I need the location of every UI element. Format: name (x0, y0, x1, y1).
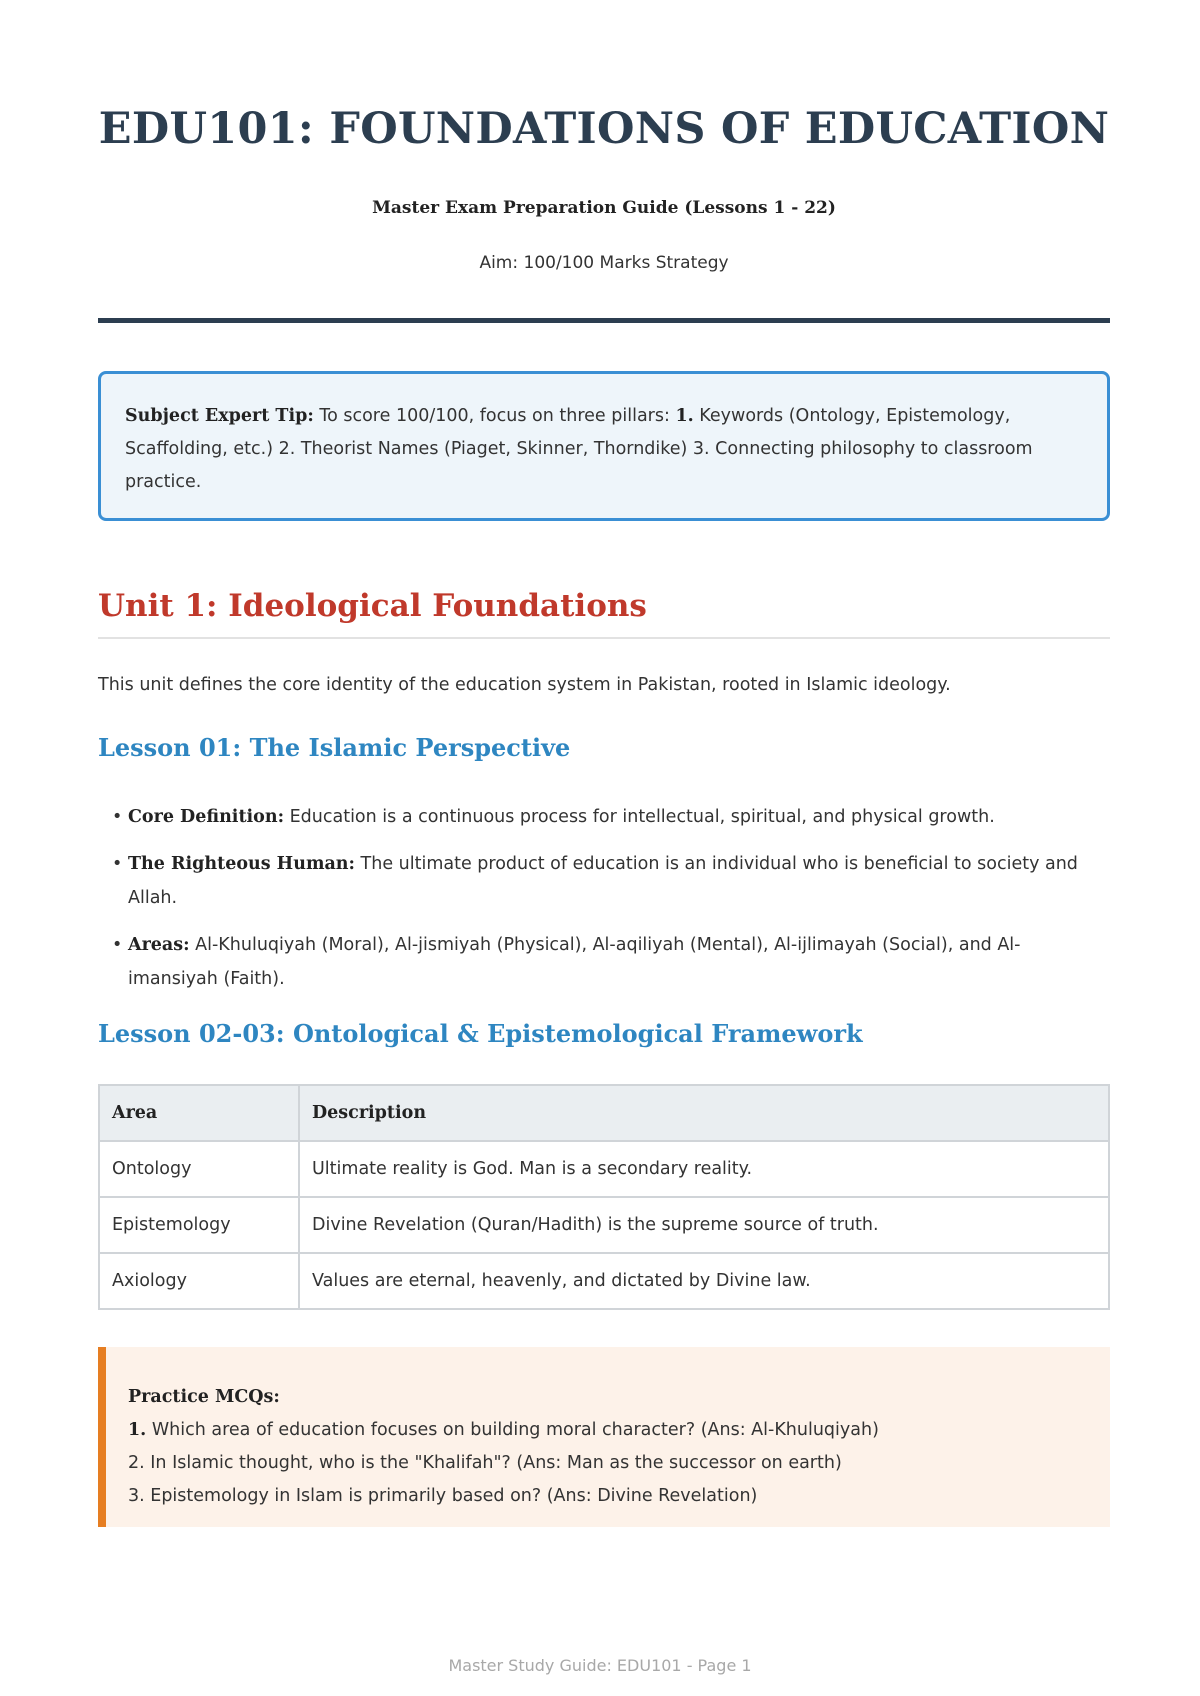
table-cell: Axiology (99, 1253, 299, 1309)
table-row (99, 1141, 1109, 1197)
table-row (99, 1197, 1109, 1253)
framework-table (98, 1084, 1110, 1310)
title-divider (98, 318, 1110, 323)
table-cell: Ultimate reality is God. Man is a secondary reality. (299, 1141, 1109, 1197)
mcq-question (128, 1414, 1088, 1447)
unit-divider (98, 637, 1110, 639)
practice-mcq-box (98, 1347, 1110, 1527)
bullet-text: The ultimate product of education is an individual who is beneficial to society and Allah. (128, 854, 1078, 908)
lesson-heading-01: Lesson 01: The Islamic Perspective (98, 733, 571, 762)
bullet-label: Core Definition: (128, 807, 285, 827)
bullet-item (112, 800, 1102, 834)
table-header-cell: Description (299, 1085, 1109, 1141)
table-row (99, 1253, 1109, 1309)
bullet-dot-icon: • (112, 854, 123, 874)
table-header-row (99, 1085, 1109, 1141)
mcq-title: Practice MCQs: (128, 1387, 280, 1407)
bullet-text: Education is a continuous process for intellectual, spiritual, and physical growth. (284, 807, 995, 827)
bullet-dot-icon: • (112, 935, 123, 955)
unit-intro: This unit defines the core identity of the education system in Pakistan, rooted in Islamic ideology. (98, 675, 951, 695)
bullet-text: Al-Khuluqiyah (Moral), Al-jismiyah (Physical), Al-aqiliyah (Mental), Al-ijlimayah (Social), and Al-imansiyah (Faith). (128, 935, 1021, 989)
page-footer: Master Study Guide: EDU101 - Page 1 (448, 1656, 752, 1675)
expert-tip-box (98, 371, 1110, 521)
mcq-question: 2. In Islamic thought, who is the "Khalifah"? (Ans: Man as the successor on earth) (128, 1453, 842, 1473)
mcq-text: Which area of education focuses on building moral character? (Ans: Al-Khuluqiyah) (146, 1420, 879, 1440)
tip-text-before: To score 100/100, focus on three pillars: (313, 406, 676, 426)
lesson-heading-02-03: Lesson 02-03: Ontological & Epistemological Framework (98, 1019, 863, 1048)
tip-label: Subject Expert Tip: (125, 406, 314, 426)
bullet-dot-icon: • (112, 807, 123, 827)
mcq-question: 3. Epistemology in Islam is primarily based on? (Ans: Divine Revelation) (128, 1486, 758, 1506)
document-aim: Aim: 100/100 Marks Strategy (479, 253, 729, 273)
table-cell: Ontology (99, 1141, 299, 1197)
bullet-item (112, 928, 1102, 996)
document-title: EDU101: FOUNDATIONS OF EDUCATION (98, 104, 1110, 154)
table-cell: Epistemology (99, 1197, 299, 1253)
table-cell: Divine Revelation (Quran/Hadith) is the supreme source of truth. (299, 1197, 1109, 1253)
bullet-label: Areas: (128, 935, 190, 955)
unit-heading: Unit 1: Ideological Foundations (98, 588, 647, 624)
bullet-label: The Righteous Human: (128, 854, 355, 874)
mcq-number: 1. (128, 1420, 147, 1440)
table-header-cell: Area (99, 1085, 299, 1141)
document-subtitle: Master Exam Preparation Guide (Lessons 1 - 22) (372, 198, 836, 218)
lesson-01-bullet-list (112, 800, 1102, 1009)
tip-text-after: Keywords (Ontology, Epistemology, Scaffolding, etc.) 2. Theorist Names (Piaget, Skinner, Thorndike) 3. Connecting philosophy to classroom practice. (125, 406, 1033, 492)
bullet-item (112, 847, 1102, 915)
table-cell: Values are eternal, heavenly, and dictated by Divine law. (299, 1253, 1109, 1309)
tip-number: 1. (675, 406, 694, 426)
